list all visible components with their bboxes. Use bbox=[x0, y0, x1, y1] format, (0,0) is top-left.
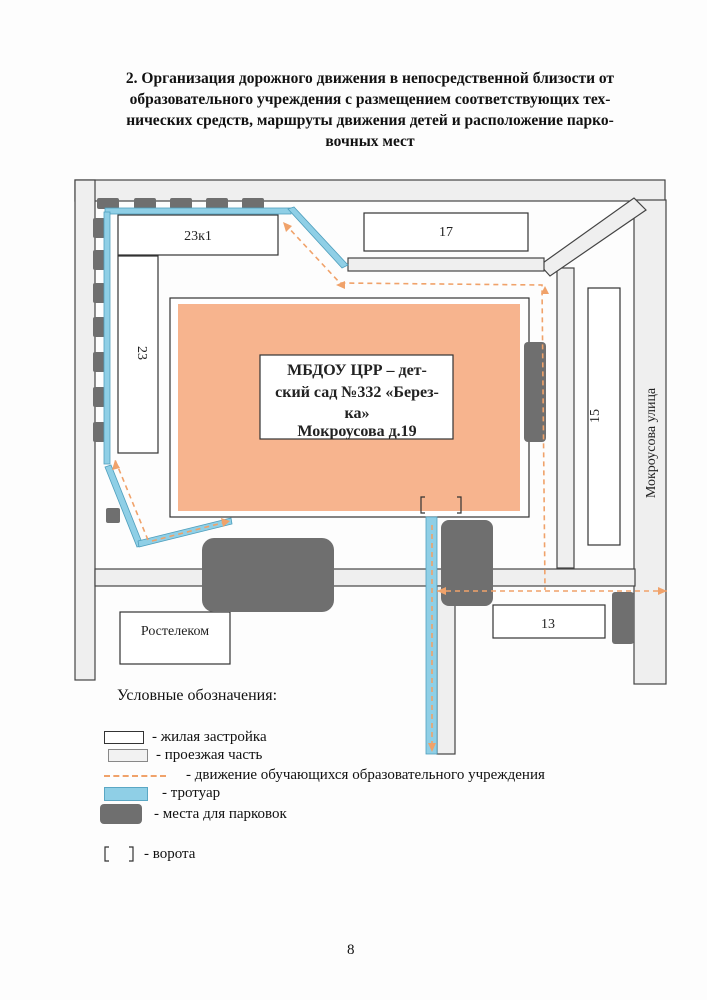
heading-line-4: вочных мест bbox=[325, 133, 415, 150]
building-23k1-label: 23к1 bbox=[184, 229, 212, 244]
heading-line-1: 2. Организация дорожного движения в непосредственной близости от bbox=[125, 70, 615, 87]
sidewalk-left bbox=[104, 212, 110, 464]
parking-top-4 bbox=[206, 198, 228, 209]
parking-left-7 bbox=[93, 422, 105, 442]
legend-residential-label: - жилая застройка bbox=[152, 729, 267, 745]
legend-route-label: - движение обучающихся образовательного учреждения bbox=[186, 767, 545, 783]
road-south bbox=[437, 586, 455, 754]
legend-residential bbox=[104, 729, 267, 746]
road-top bbox=[75, 180, 665, 201]
sidewalk-top bbox=[105, 208, 291, 214]
road-inner-right bbox=[557, 268, 574, 568]
legend-parking bbox=[100, 804, 287, 824]
kindergarten-name-line-3: ка» bbox=[344, 405, 370, 422]
parking-left-6 bbox=[93, 387, 105, 407]
road-diagonal bbox=[540, 198, 646, 276]
arrow-route-right-down bbox=[541, 286, 549, 294]
building-15-label: 15 bbox=[588, 409, 603, 423]
legend-parking-label: - места для парковок bbox=[154, 805, 287, 822]
parking-top-5 bbox=[242, 198, 264, 209]
road-bottom bbox=[95, 569, 635, 586]
parking-left-2 bbox=[93, 250, 105, 270]
building-23-label: 23 bbox=[134, 346, 149, 360]
legend-gates bbox=[102, 845, 195, 863]
kindergarten-address: Мокроусова д.19 bbox=[297, 423, 417, 440]
parking-swatch bbox=[100, 804, 142, 824]
parking-top-2 bbox=[134, 198, 156, 209]
parking-left-3 bbox=[93, 283, 105, 303]
parking-top-1 bbox=[97, 198, 119, 209]
legend-route bbox=[104, 767, 545, 784]
sidewalk-left-diagonal bbox=[105, 465, 143, 547]
parking-small bbox=[106, 508, 120, 523]
heading-line-2: образовательного учреждения с размещением соответствующих тех- bbox=[129, 91, 611, 108]
road-left bbox=[75, 180, 95, 680]
heading-line-3: нических средств, маршруты движения детей и расположение парко- bbox=[126, 112, 614, 129]
kindergarten-name-line-2: ский сад №332 «Берез- bbox=[275, 384, 439, 401]
legend-sidewalk bbox=[104, 785, 220, 802]
parking-street bbox=[612, 592, 634, 644]
parking-left-1 bbox=[93, 218, 105, 238]
legend-gates-label: - ворота bbox=[144, 845, 196, 862]
route-swatch bbox=[104, 775, 166, 777]
arrow-route-top-left bbox=[336, 281, 345, 289]
parking-top-3 bbox=[170, 198, 192, 209]
roadway-swatch bbox=[108, 749, 148, 762]
legend-roadway bbox=[108, 747, 262, 764]
building-17-label: 17 bbox=[439, 225, 453, 240]
parking-center bbox=[202, 538, 334, 612]
parking-left-5 bbox=[93, 352, 105, 372]
gate-swatch-icon bbox=[102, 845, 136, 863]
parking-south bbox=[441, 520, 493, 606]
road-upper bbox=[348, 258, 544, 271]
legend-roadway-label: - проезжая часть bbox=[156, 747, 263, 763]
building-13-label: 13 bbox=[541, 617, 555, 632]
street-name-label: Мокроусова улица bbox=[644, 387, 659, 499]
sidewalk-swatch bbox=[104, 787, 148, 801]
parking-left-4 bbox=[93, 317, 105, 337]
legend-title: Условные обозначения: bbox=[117, 687, 278, 704]
legend-sidewalk-label: - тротуар bbox=[162, 785, 221, 801]
kindergarten-name-line-1: МБДОУ ЦРР – дет- bbox=[287, 362, 427, 379]
page-number: 8 bbox=[347, 942, 355, 958]
residential-swatch bbox=[104, 731, 144, 744]
building-rostelecom-label: Ростелеком bbox=[140, 624, 210, 639]
arrow-route-top bbox=[283, 222, 292, 232]
